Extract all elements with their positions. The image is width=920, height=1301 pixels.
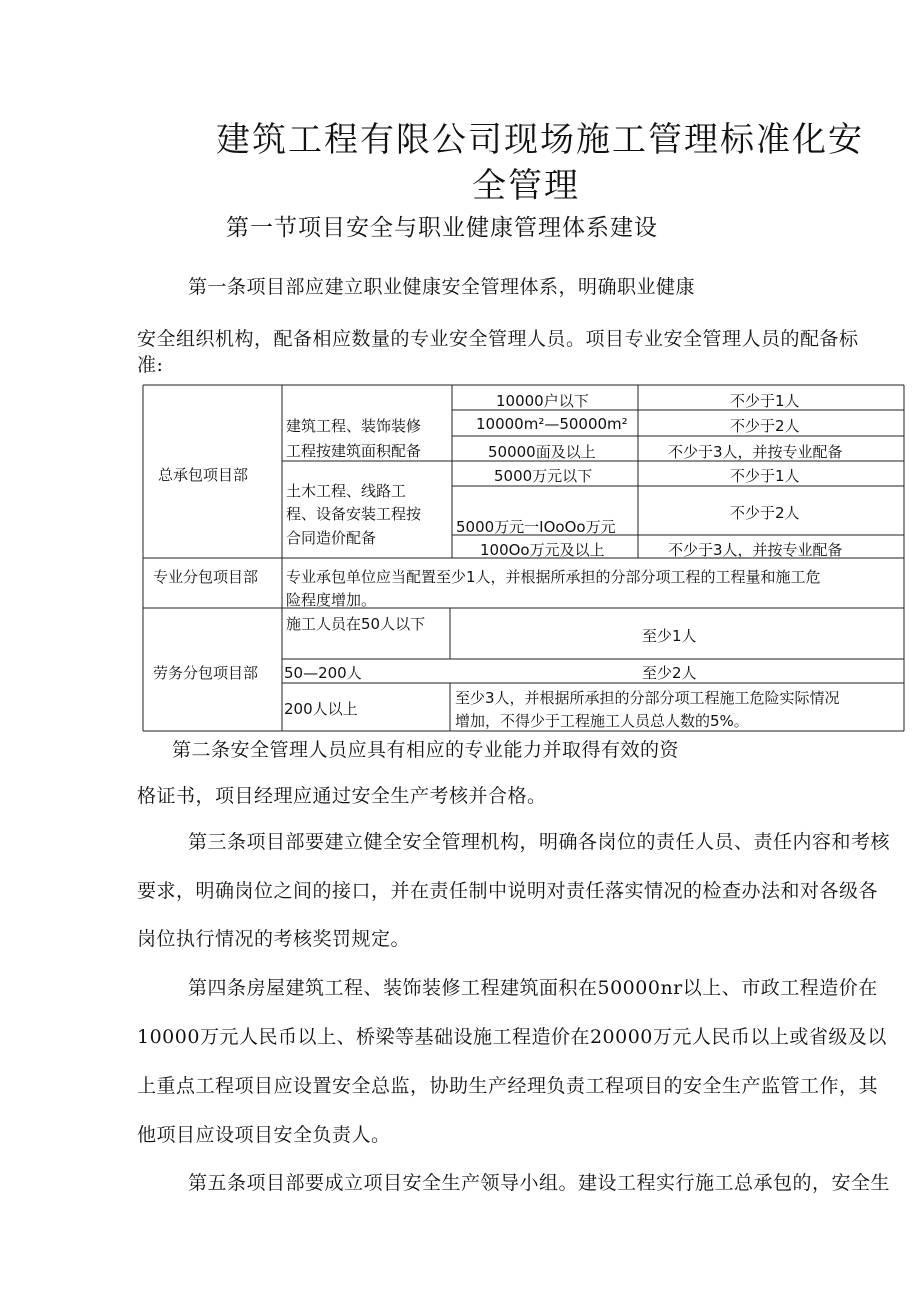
labor-req-cell: 至少1人 [642, 627, 697, 645]
general-req-cell: 不少于2人 [730, 417, 800, 435]
labor-req-line2: 增加，不得少于工程施工人员总人数的5%。 [455, 712, 749, 730]
general-req-cell: 不少于1人 [730, 467, 800, 485]
article2-line2: 格证书，项目经理应通过安全生产考核并合格。 [137, 785, 547, 807]
civil-basis-line3: 合同造价配备 [286, 529, 377, 547]
document-title-line2: 全管理 [472, 166, 580, 206]
general-range-cell: 5000万元一IOoOo万元 [456, 518, 616, 536]
civil-basis-line2: 程、设备安装工程按 [286, 505, 422, 523]
labor-range-cell: 50—200人 [284, 664, 362, 682]
article1-line3: 准: [137, 354, 164, 376]
section-heading: 第一节项目安全与职业健康管理体系建设 [226, 215, 658, 241]
general-req-cell: 不少于3人，并按专业配备 [668, 541, 843, 559]
specialty-subcontractor-label: 专业分包项目部 [153, 568, 259, 586]
building-basis-line1: 建筑工程、装饰装修 [286, 417, 422, 435]
general-contractor-label: 总承包项目部 [158, 466, 249, 484]
labor-range-cell: 施工人员在50人以下 [286, 615, 426, 633]
general-req-cell: 不少于3人，并按专业配备 [668, 443, 843, 461]
general-range-cell: 10000户以下 [496, 392, 589, 410]
general-range-cell: 100Oo万元及以上 [480, 541, 605, 559]
article2-line1: 第二条安全管理人员应具有相应的专业能力并取得有效的资 [172, 739, 680, 761]
article3-line2: 要求，明确岗位之间的接口，并在责任制中说明对责任落实情况的检查办法和对各级各 [137, 880, 879, 902]
labor-req-line1: 至少3人，并根据所承担的分部分项工程施工危险实际情况 [455, 689, 840, 707]
document-title-line1: 建筑工程有限公司现场施工管理标准化安 [216, 120, 864, 160]
general-req-cell: 不少于2人 [730, 504, 800, 522]
labor-subcontractor-label: 劳务分包项目部 [153, 664, 259, 682]
civil-basis-line1: 土木工程、线路工 [286, 482, 407, 500]
specialty-text-line2: 险程度增加。 [286, 591, 377, 609]
article3-line3: 岗位执行情况的考核奖罚规定。 [137, 928, 411, 950]
specialty-text-line1: 专业承包单位应当配置至少1人，并根据所承担的分部分项工程的工程量和施工危 [286, 568, 821, 586]
article3-line1: 第三条项目部要建立健全安全管理机构，明确各岗位的责任人员、责任内容和考核 [188, 831, 891, 853]
general-range-cell: 10000m²—50000m² [476, 415, 628, 433]
article5-line1: 第五条项目部要成立项目安全生产领导小组。建设工程实行施工总承包的，安全生 [188, 1172, 891, 1194]
article1-line1: 第一条项目部应建立职业健康安全管理体系，明确职业健康 [188, 276, 696, 298]
general-req-cell: 不少于1人 [730, 392, 800, 410]
labor-req-cell: 至少2人 [642, 664, 697, 682]
article4-line1: 第四条房屋建筑工程、装饰装修工程建筑面积在50000nr以上、市政工程造价在 [188, 977, 878, 999]
general-range-cell: 50000面及以上 [488, 443, 596, 461]
article4-line2: 10000万元人民币以上、桥梁等基础设施工程造价在20000万元人民币以上或省级及以 [137, 1026, 887, 1048]
article4-line4: 他项目应设项目安全负责人。 [137, 1124, 391, 1146]
building-basis-line2: 工程按建筑面积配备 [286, 442, 422, 460]
general-range-cell: 5000万元以下 [494, 467, 593, 485]
labor-range-cell: 200人以上 [284, 700, 358, 718]
article4-line3: 上重点工程项目应设置安全总监，协助生产经理负责工程项目的安全生产监管工作，其 [137, 1075, 879, 1097]
article1-line2: 安全组织机构，配备相应数量的专业安全管理人员。项目专业安全管理人员的配备标 [137, 328, 859, 350]
